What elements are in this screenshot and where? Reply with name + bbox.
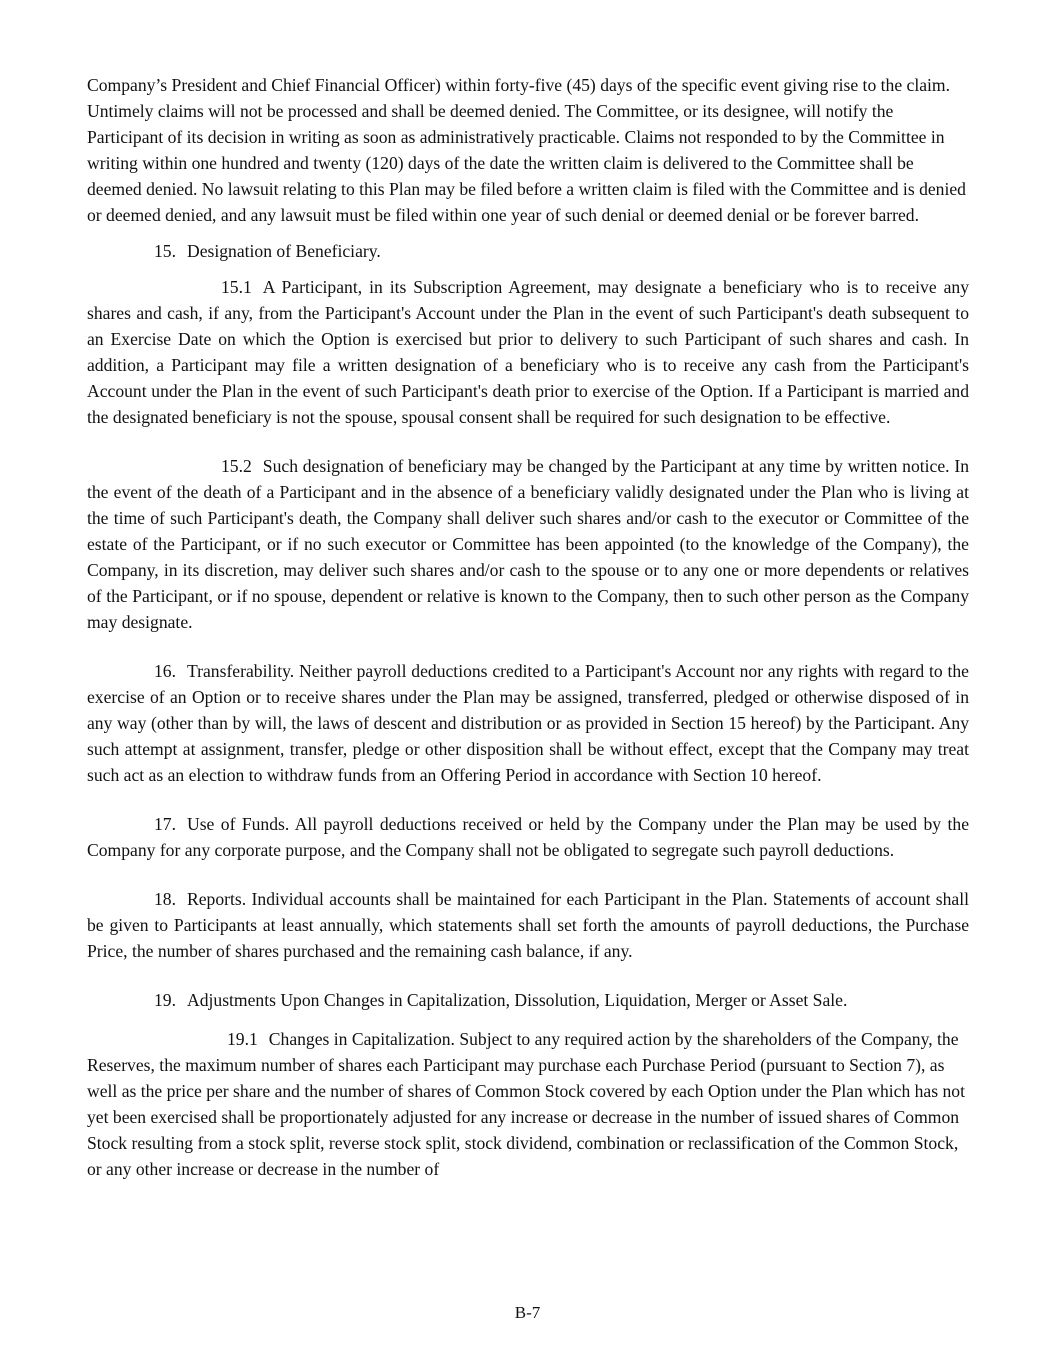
section-19-1-text: Changes in Capitalization. Subject to any required action by the shareholders of the Company, the Reserves, the maximum number of shares each Participant may purchase each Purchase Period (pursuant to Section 7), as well as the price per share and the number of shares of Common Stock covered by each Option under the Plan which has not yet been exercised shall be proportionately adjusted for any increase or decrease in the number of issued shares of Common Stock resulting from a stock split, reverse stock split, stock dividend, combination or reclassification of the Common Stock, or any other increase or decrease in the number of [87, 1029, 965, 1179]
section-18-number: 18. [154, 889, 176, 909]
section-16-number: 16. [154, 661, 176, 681]
section-17-paragraph [87, 811, 969, 863]
section-15-title: Designation of Beneficiary. [187, 241, 381, 261]
section-15-2-paragraph [87, 453, 969, 635]
section-15-1-number: 15.1 [221, 277, 252, 297]
section-19-title: Adjustments Upon Changes in Capitalization, Dissolution, Liquidation, Merger or Asset Sale. [187, 990, 848, 1010]
section-17-number: 17. [154, 814, 176, 834]
section-15-1-paragraph [87, 274, 969, 430]
section-16-paragraph [87, 658, 969, 788]
section-19-number: 19. [154, 990, 176, 1010]
section-17-text: Use of Funds. All payroll deductions received or held by the Company under the Plan may be used by the Company for any corporate purpose, and the Company shall not be obligated to segregate such payroll deductions. [87, 814, 969, 860]
document-page [87, 72, 969, 1182]
section-15-2-text: Such designation of beneficiary may be changed by the Participant at any time by written notice. In the event of the death of a Participant and in the absence of a beneficiary validly designated under the Plan who is living at the time of such Participant's death, the Company shall deliver such shares and/or cash to the executor or Committee of the estate of the Participant, or if no such executor or Committee has been appointed (to the knowledge of the Company), the Company, in its discretion, may deliver such shares and/or cash to the spouse or to any one or more dependents or relatives of the Participant, or if no spouse, dependent or relative is known to the Company, then to such other person as the Company may designate. [87, 456, 969, 632]
section-18-paragraph [87, 886, 969, 964]
section-15-1-text: A Participant, in its Subscription Agreement, may designate a beneficiary who is to receive any shares and cash, if any, from the Participant's Account under the Plan in the event of such Participant's death subsequent to an Exercise Date on which the Option is exercised but prior to delivery to such Participant of such shares and cash. In addition, a Participant may file a written designation of a beneficiary who is to receive any cash from the Participant's Account under the Plan in the event of such Participant's death prior to exercise of the Option. If a Participant is married and the designated beneficiary is not the spouse, spousal consent shall be required for such designation to be effective. [87, 277, 969, 427]
claims-continuation-paragraph: Company’s President and Chief Financial Officer) within forty-five (45) days of the specific event giving rise to the claim. Untimely claims will not be processed and shall be deemed denied. The Committee, or its designee, will notify the Participant of its decision in writing as soon as administratively practicable. Claims not responded to by the Committee in writing within one hundred and twenty (120) days of the date the written claim is delivered to the Committee shall be deemed denied. No lawsuit relating to this Plan may be filed before a written claim is filed with the Committee and is denied or deemed denied, and any lawsuit must be filed within one year of such denial or deemed denial or be forever barred. [87, 75, 966, 225]
section-15-heading [87, 238, 969, 264]
section-18-text: Reports. Individual accounts shall be maintained for each Participant in the Plan. Statements of account shall be given to Participants at least annually, which statements shall set forth the amounts of payroll deductions, the Purchase Price, the number of shares purchased and the remaining cash balance, if any. [87, 889, 969, 961]
page-number: B-7 [514, 1303, 541, 1322]
section-15-2-number: 15.2 [221, 456, 252, 476]
section-15-number: 15. [154, 241, 176, 261]
section-19-1-paragraph [87, 1026, 969, 1182]
section-16-text: Transferability. Neither payroll deductions credited to a Participant's Account nor any rights with regard to the exercise of an Option or to receive shares under the Plan may be assigned, transferred, pledged or otherwise disposed of in any way (other than by will, the laws of descent and distribution or as provided in Section 15 hereof) by the Participant. Any such attempt at assignment, transfer, pledge or other disposition shall be without effect, except that the Company may treat such act as an election to withdraw funds from an Offering Period in accordance with Section 10 hereof. [87, 661, 969, 785]
section-19-heading [87, 987, 969, 1013]
section-19-1-number: 19.1 [227, 1029, 258, 1049]
